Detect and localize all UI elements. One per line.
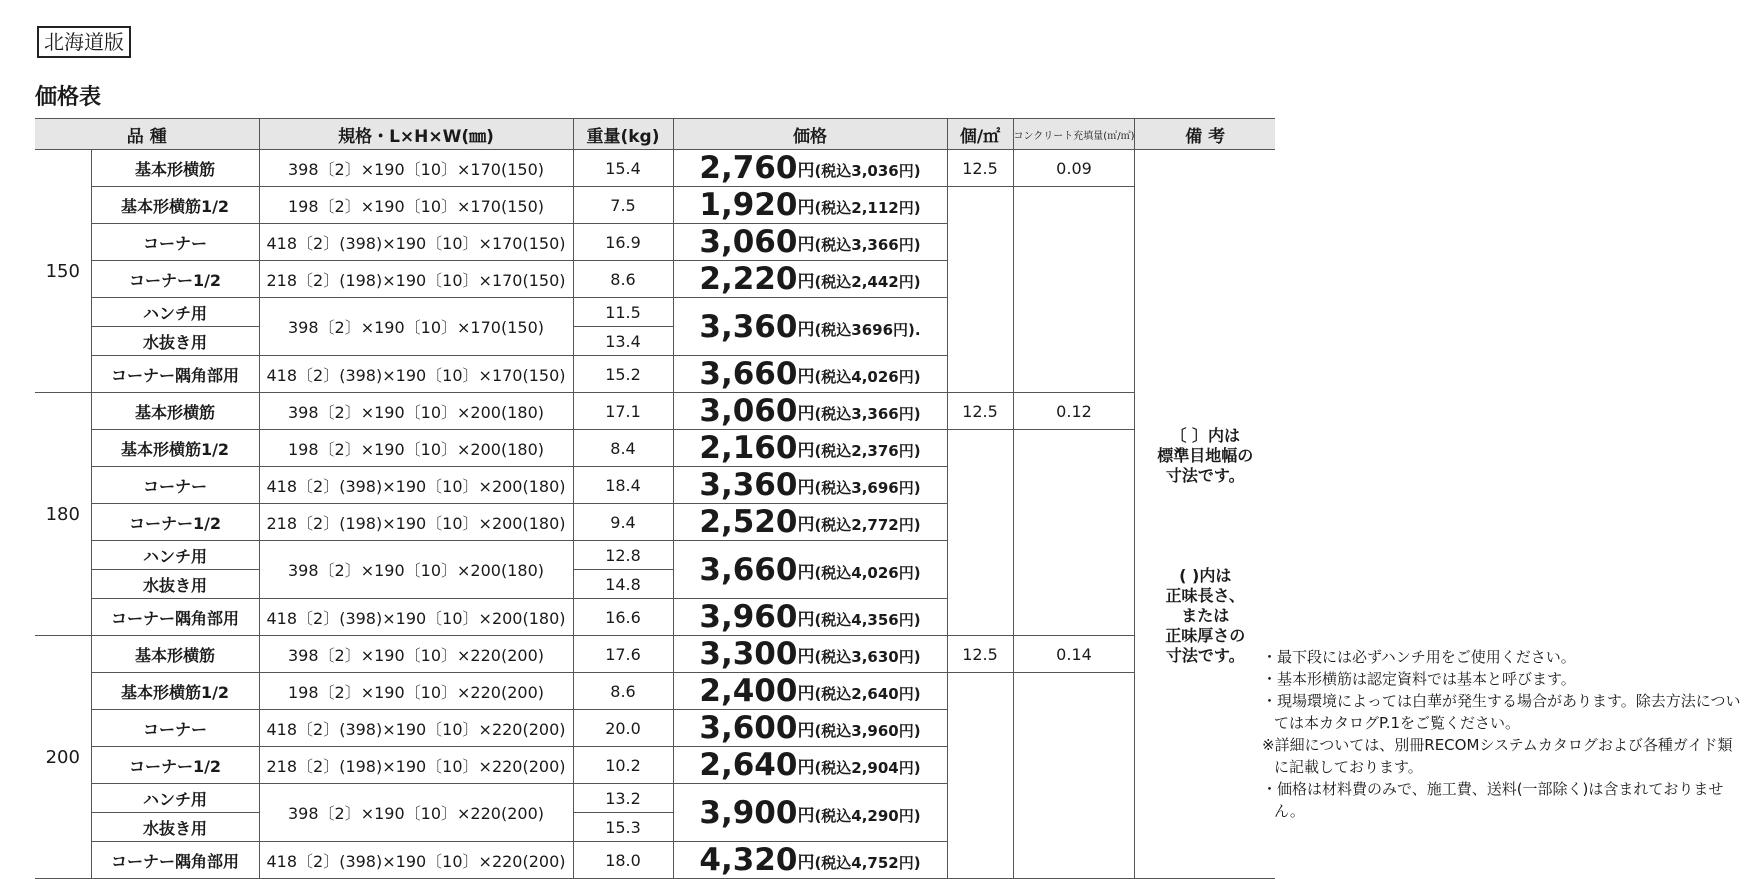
price-cell [673,673,947,710]
yen-unit: 円 [797,647,815,667]
remark-line: 正味厚さの [1165,626,1246,645]
yen-unit: 円 [797,235,815,255]
product-name: 水抜き用 [91,327,259,356]
spec-cell: 418〔2〕(398)×190〔10〕×170(150) [259,224,573,261]
spec-cell: 198〔2〕×190〔10〕×170(150) [259,187,573,224]
price-cell [673,298,947,356]
product-name: コーナー [91,710,259,747]
price-value: 3,660 [699,551,798,588]
price-cell [673,504,947,541]
weight-cell: 8.4 [573,430,673,467]
price-tax: (税込3,630円) [814,648,921,666]
spec-cell: 218〔2〕(198)×190〔10〕×170(150) [259,261,573,298]
product-name: コーナー隅角部用 [91,599,259,636]
price-value: 2,220 [699,261,798,297]
spec-cell: 398〔2〕×190〔10〕×170(150) [259,150,573,187]
concrete-empty [1013,673,1135,879]
price-tax: (税込4,356円) [814,611,921,629]
remark-bracket [1135,426,1275,486]
yen-unit: 円 [797,684,815,704]
product-name: 基本形横筋1/2 [91,430,259,467]
note-item: ・現場環境によっては白華が発生する場合があります。除去方法については本カタログP.1をご覧ください。 [1262,692,1741,732]
price-cell [673,747,947,784]
product-name: コーナー1/2 [91,747,259,784]
spec-cell: 398〔2〕×190〔10〕×220(200) [259,784,573,842]
price-tax: (税込4,752円) [814,854,921,872]
price-value: 2,760 [699,150,798,186]
table-row [35,430,1275,467]
per-m2-cell: 12.5 [947,393,1013,430]
weight-cell: 7.5 [573,187,673,224]
price-cell [673,784,947,842]
price-cell [673,393,947,430]
price-table [35,118,1275,879]
weight-cell: 13.4 [573,327,673,356]
product-name: 基本形横筋 [91,150,259,187]
notes [1262,646,1746,822]
per-m2-empty [947,187,1013,393]
spec-cell: 398〔2〕×190〔10〕×200(180) [259,393,573,430]
remark-paren [1135,566,1275,666]
remark-line: ( )内は [1179,566,1232,585]
price-tax: (税込4,290円) [814,806,921,825]
concrete-cell: 0.09 [1013,150,1135,187]
remark-line: 寸法です。 [1165,466,1245,485]
price-tax: (税込3,366円) [814,405,921,423]
yen-unit: 円 [797,272,815,292]
price-tax: (税込2,904円) [814,759,921,777]
weight-cell: 15.3 [573,813,673,842]
per-m2-cell: 12.5 [947,150,1013,187]
price-cell [673,710,947,747]
weight-cell: 15.4 [573,150,673,187]
weight-cell: 10.2 [573,747,673,784]
weight-cell: 18.0 [573,842,673,879]
table-row [35,636,1275,673]
size-cell: 180 [35,393,91,636]
weight-cell: 16.9 [573,224,673,261]
yen-unit: 円 [797,515,815,535]
price-cell [673,842,947,879]
size-cell: 150 [35,150,91,393]
yen-unit: 円 [797,562,815,583]
product-name: コーナー隅角部用 [91,842,259,879]
yen-unit: 円 [797,610,815,630]
price-tax: (税込3,366円) [814,236,921,254]
yen-unit: 円 [797,721,815,741]
price-cell [673,224,947,261]
header-kind: 品 種 [35,119,259,150]
remark-line: 寸法です。 [1165,646,1245,665]
price-value: 4,320 [699,842,798,878]
price-value: 3,960 [699,599,798,635]
yen-unit: 円 [797,441,815,461]
remark-line: 正味長さ、 [1165,586,1245,605]
price-cell [673,187,947,224]
weight-cell: 17.1 [573,393,673,430]
product-name: ハンチ用 [91,541,259,570]
spec-cell: 198〔2〕×190〔10〕×220(200) [259,673,573,710]
remark-line: または [1181,606,1230,625]
price-cell [673,541,947,599]
spec-cell: 398〔2〕×190〔10〕×170(150) [259,298,573,356]
note-item: ・基本形横筋は認定資料では基本と呼びます。 [1262,670,1576,688]
table-row [35,150,1275,187]
product-name: 基本形横筋 [91,393,259,430]
note-item: ※詳細については、別冊RECOMシステムカタログおよび各種ガイド類に記載しております。 [1262,736,1733,776]
weight-cell: 14.8 [573,570,673,599]
price-value: 2,520 [699,504,798,540]
price-value: 3,060 [699,224,798,260]
price-cell [673,356,947,393]
price-value: 3,900 [699,794,798,831]
product-name: ハンチ用 [91,784,259,813]
header-remarks: 備 考 [1135,119,1275,150]
spec-cell: 398〔2〕×190〔10〕×200(180) [259,541,573,599]
region-badge: 北海道版 [37,26,131,58]
note-item: ・最下段には必ずハンチ用をご使用ください。 [1262,648,1576,666]
per-m2-empty [947,673,1013,879]
product-name: コーナー [91,467,259,504]
per-m2-cell: 12.5 [947,636,1013,673]
yen-unit: 円 [797,805,815,826]
price-tax: (税込3696円). [814,320,921,339]
price-value: 3,360 [699,467,798,503]
price-cell [673,636,947,673]
price-value: 3,300 [699,636,798,672]
product-name: 水抜き用 [91,813,259,842]
product-name: 基本形横筋1/2 [91,673,259,710]
product-name: 基本形横筋1/2 [91,187,259,224]
spec-cell: 418〔2〕(398)×190〔10〕×220(200) [259,842,573,879]
price-value: 3,660 [699,356,798,392]
concrete-empty [1013,430,1135,636]
per-m2-empty [947,430,1013,636]
price-value: 2,640 [699,747,798,783]
remark-line: 標準目地幅の [1157,446,1254,465]
price-tax: (税込2,640円) [814,685,921,703]
concrete-cell: 0.14 [1013,636,1135,673]
spec-cell: 418〔2〕(398)×190〔10〕×200(180) [259,467,573,504]
page-title: 価格表 [35,85,102,110]
header-per-m2: 個/㎡ [947,119,1013,150]
price-tax: (税込4,026円) [814,368,921,386]
remark-line: 〔 〕内は [1170,426,1241,445]
table-row [35,393,1275,430]
spec-cell: 218〔2〕(198)×190〔10〕×200(180) [259,504,573,541]
price-tax: (税込3,960円) [814,722,921,740]
spec-cell: 218〔2〕(198)×190〔10〕×220(200) [259,747,573,784]
price-cell [673,261,947,298]
spec-cell: 418〔2〕(398)×190〔10〕×220(200) [259,710,573,747]
weight-cell: 18.4 [573,467,673,504]
yen-unit: 円 [797,853,815,873]
price-value: 3,600 [699,710,798,746]
price-tax: (税込3,696円) [814,479,921,497]
yen-unit: 円 [797,161,815,181]
product-name: コーナー [91,224,259,261]
weight-cell: 9.4 [573,504,673,541]
price-value: 2,160 [699,430,798,466]
remarks-cell [1135,150,1275,879]
product-name: 基本形横筋 [91,636,259,673]
product-name: ハンチ用 [91,298,259,327]
product-name: コーナー1/2 [91,504,259,541]
price-cell [673,430,947,467]
price-tax: (税込2,772円) [814,516,921,534]
spec-cell: 398〔2〕×190〔10〕×220(200) [259,636,573,673]
header-weight: 重量(kg) [573,119,673,150]
price-value: 1,920 [699,187,798,223]
table-row [35,187,1275,224]
price-tax: (税込2,112円) [814,199,921,217]
product-name: 水抜き用 [91,570,259,599]
spec-cell: 418〔2〕(398)×190〔10〕×170(150) [259,356,573,393]
price-value: 2,400 [699,673,798,709]
header-row [35,119,1275,150]
weight-cell: 11.5 [573,298,673,327]
yen-unit: 円 [797,478,815,498]
yen-unit: 円 [797,367,815,387]
yen-unit: 円 [797,198,815,218]
price-cell [673,150,947,187]
note-item: ・価格は材料費のみで、施工費、送料(一部除く)は含まれておりません。 [1262,780,1724,820]
price-cell [673,467,947,504]
weight-cell: 8.6 [573,261,673,298]
price-cell [673,599,947,636]
product-name: コーナー隅角部用 [91,356,259,393]
weight-cell: 17.6 [573,636,673,673]
size-cell: 200 [35,636,91,879]
yen-unit: 円 [797,404,815,424]
weight-cell: 13.2 [573,784,673,813]
table-row [35,673,1275,710]
header-concrete: コンクリート充填量(㎥/㎡) [1013,119,1135,150]
header-spec: 規格・L×H×W(㎜) [259,119,573,150]
concrete-cell: 0.12 [1013,393,1135,430]
weight-cell: 16.6 [573,599,673,636]
price-tax: (税込3,036円) [814,162,921,180]
weight-cell: 15.2 [573,356,673,393]
yen-unit: 円 [797,319,815,340]
price-tax: (税込4,026円) [814,563,921,582]
weight-cell: 8.6 [573,673,673,710]
price-tax: (税込2,376円) [814,442,921,460]
price-value: 3,360 [699,308,798,345]
concrete-empty [1013,187,1135,393]
weight-cell: 20.0 [573,710,673,747]
spec-cell: 198〔2〕×190〔10〕×200(180) [259,430,573,467]
price-value: 3,060 [699,393,798,429]
weight-cell: 12.8 [573,541,673,570]
table-body [35,150,1275,879]
yen-unit: 円 [797,758,815,778]
product-name: コーナー1/2 [91,261,259,298]
spec-cell: 418〔2〕(398)×190〔10〕×200(180) [259,599,573,636]
header-price: 価格 [673,119,947,150]
price-tax: (税込2,442円) [814,273,921,291]
